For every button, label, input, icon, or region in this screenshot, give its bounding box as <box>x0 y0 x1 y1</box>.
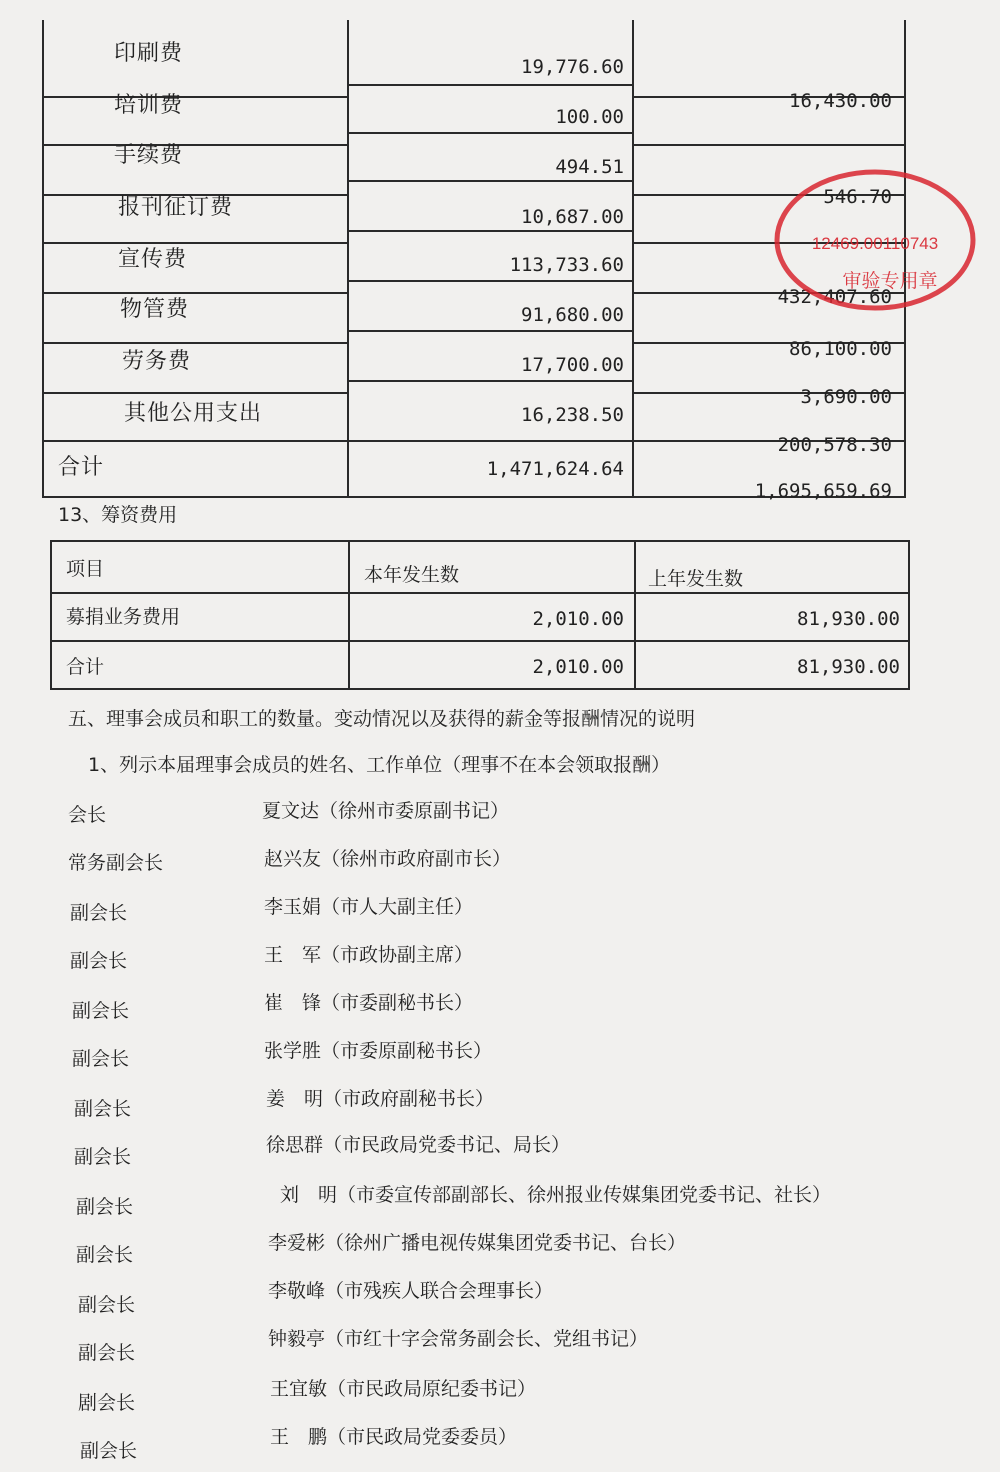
header-current: 本年发生数 <box>364 564 460 586</box>
section-heading: 13、筹资费用 <box>58 504 178 526</box>
total-label: 合计 <box>58 455 105 480</box>
table-border <box>42 342 347 344</box>
table-border <box>42 96 347 98</box>
section-heading: 五、理事会成员和职工的数量。变动情况以及获得的薪金等报酬情况的说明 <box>68 708 696 730</box>
current-value: 17,700.00 <box>521 354 624 376</box>
member-desc: 李爱彬（徐州广播电视传媒集团党委书记、台长） <box>268 1232 687 1254</box>
member-desc: 徐思群（市民政局党委书记、局长） <box>266 1134 571 1156</box>
current-value: 2,010.00 <box>532 608 624 630</box>
previous-value: 16,430.00 <box>789 90 892 112</box>
row-label: 印刷费 <box>114 41 184 66</box>
previous-value: 432,407.60 <box>777 286 892 308</box>
member-desc: 刘 明（市委宣传部副部长、徐州报业传媒集团党委书记、社长） <box>280 1184 832 1206</box>
table-border <box>347 380 634 382</box>
table-border <box>347 20 349 498</box>
member-desc: 钟毅亭（市红十字会常务副会长、党组书记） <box>268 1328 649 1350</box>
member-desc: 李敬峰（市残疾人联合会理事长） <box>268 1280 554 1302</box>
member-role: 会长 <box>68 804 107 826</box>
header-item: 项目 <box>66 558 105 580</box>
table-border <box>347 330 634 332</box>
table-border <box>347 132 634 134</box>
previous-value: 86,100.00 <box>789 338 892 360</box>
member-role: 副会长 <box>78 1342 136 1364</box>
current-value: 494.51 <box>555 156 624 178</box>
table-border <box>52 640 908 642</box>
member-role: 副会长 <box>72 1048 130 1070</box>
member-desc: 李玉娟（市人大副主任） <box>264 896 474 918</box>
current-value: 10,687.00 <box>521 206 624 228</box>
table-border <box>42 20 44 498</box>
current-value: 100.00 <box>555 106 624 128</box>
total-previous: 81,930.00 <box>797 656 900 678</box>
table-border <box>634 542 636 688</box>
member-desc: 夏文达（徐州市委原副书记） <box>262 800 510 822</box>
table-border <box>42 144 347 146</box>
total-current: 2,010.00 <box>532 656 624 678</box>
member-role: 副会长 <box>72 1000 130 1022</box>
row-label: 培训费 <box>114 93 184 118</box>
current-value: 19,776.60 <box>521 56 624 78</box>
previous-value: 546.70 <box>823 186 892 208</box>
member-role: 副会长 <box>78 1294 136 1316</box>
fundraising-table <box>50 540 910 690</box>
subsection-heading: 1、列示本届理事会成员的姓名、工作单位（理事不在本会领取报酬） <box>88 754 671 776</box>
current-value: 16,238.50 <box>521 404 624 426</box>
row-label: 其他公用支出 <box>124 401 263 426</box>
row-label: 劳务费 <box>122 349 192 374</box>
member-desc: 王 鹏（市民政局党委委员） <box>270 1426 518 1448</box>
table-border <box>348 542 350 688</box>
member-role: 副会长 <box>80 1440 138 1462</box>
total-current: 1,471,624.64 <box>486 458 624 480</box>
table-border <box>42 242 347 244</box>
total-previous: 1,695,659.69 <box>754 480 892 502</box>
row-label: 募捐业务费用 <box>66 606 181 628</box>
current-value: 113,733.60 <box>509 254 624 276</box>
member-role: 副会长 <box>70 950 128 972</box>
row-label: 手续费 <box>114 143 184 168</box>
table-border <box>52 592 908 594</box>
row-label: 报刊征订费 <box>118 195 234 220</box>
member-desc: 王 军（市政协副主席） <box>264 944 474 966</box>
seal-code: 12469.00110743 <box>811 234 939 253</box>
member-role: 常务副会长 <box>68 852 164 874</box>
member-desc: 王宜敏（市民政局原纪委书记） <box>270 1378 537 1400</box>
official-seal-stamp <box>770 165 980 315</box>
member-role: 副会长 <box>76 1244 134 1266</box>
member-role: 副会长 <box>76 1196 134 1218</box>
seal-text: 审验专用章 <box>842 270 938 292</box>
table-border <box>347 230 634 232</box>
table-border <box>42 392 347 394</box>
member-role: 副会长 <box>74 1146 132 1168</box>
member-desc: 张学胜（市委原副秘书长） <box>264 1040 493 1062</box>
member-role: 副会长 <box>74 1098 132 1120</box>
table-border <box>632 144 906 146</box>
previous-value: 81,930.00 <box>797 608 900 630</box>
table-border <box>347 280 634 282</box>
member-desc: 赵兴友（徐州市政府副市长） <box>264 848 512 870</box>
member-role: 副会长 <box>70 902 128 924</box>
table-border <box>632 20 634 498</box>
member-role: 剧会长 <box>78 1392 136 1414</box>
current-value: 91,680.00 <box>521 304 624 326</box>
table-border <box>347 84 634 86</box>
member-desc: 崔 锋（市委副秘书长） <box>264 992 474 1014</box>
row-label: 宣传费 <box>118 247 188 272</box>
table-border <box>347 180 634 182</box>
member-desc: 姜 明（市政府副秘书长） <box>266 1088 495 1110</box>
previous-value: 200,578.30 <box>777 434 892 456</box>
header-previous: 上年发生数 <box>648 568 744 590</box>
table-border <box>42 292 347 294</box>
total-label: 合计 <box>66 656 105 678</box>
row-label: 物管费 <box>120 297 190 322</box>
previous-value: 3,690.00 <box>800 386 892 408</box>
